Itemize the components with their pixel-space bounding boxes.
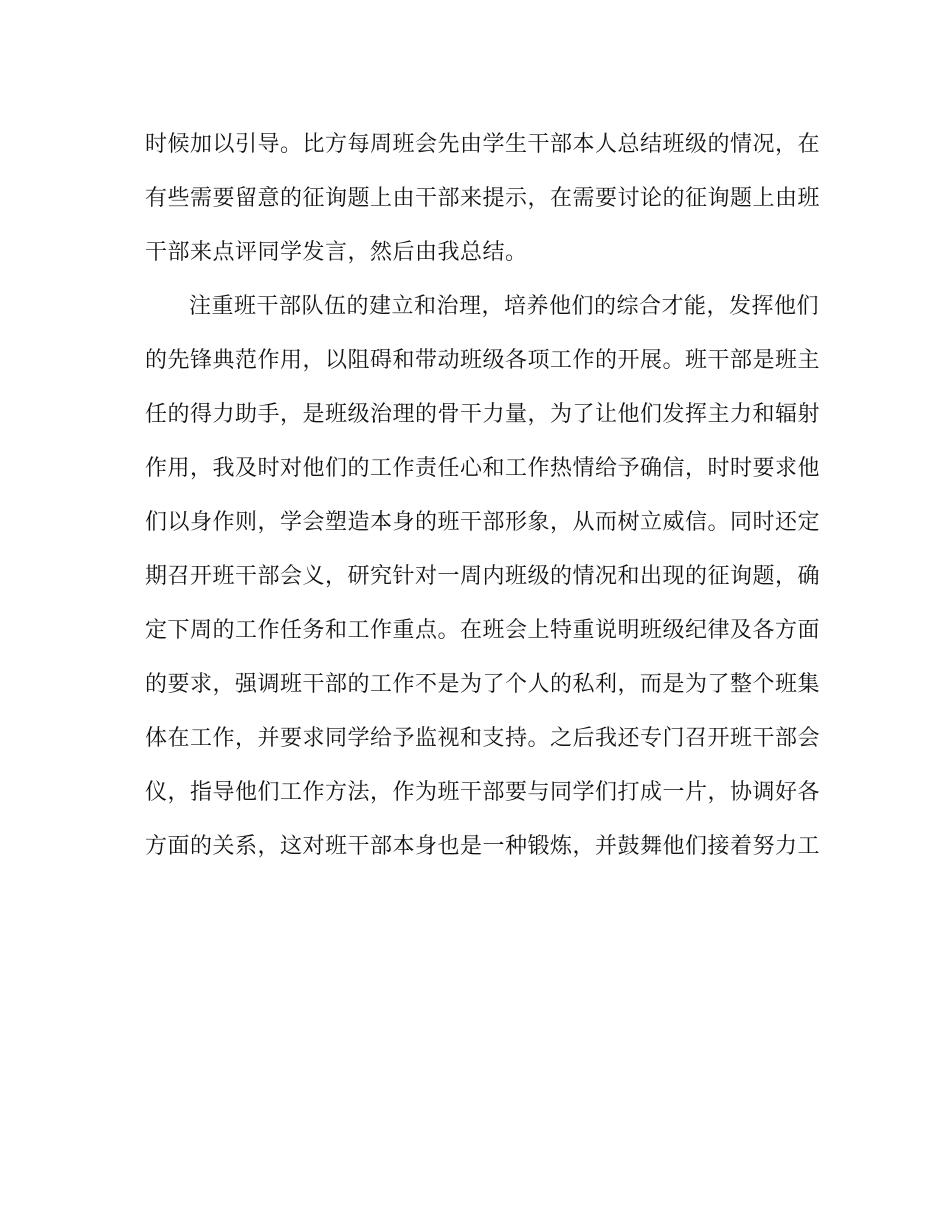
paragraph-first-line: 注重班干部队伍的建立和治理，培养他们的综合才能，发挥他们 <box>189 294 820 319</box>
text-line: 期召开班干部会义，研究针对一周内班级的情况和出现的征询题，确 <box>145 564 821 589</box>
text-line: 们以身作则，学会塑造本身的班干部形象，从而树立威信。同时还定 <box>145 510 821 535</box>
text-line: 定下周的工作任务和工作重点。在班会上特重说明班级纪律及各方面 <box>145 618 821 643</box>
text-line: 干部来点评同学发言，然后由我总结。 <box>145 240 528 265</box>
text-line: 体在工作，并要求同学给予监视和支持。之后我还专门召开班干部会 <box>145 726 821 751</box>
text-line: 的要求，强调班干部的工作不是为了个人的私利，而是为了整个班集 <box>145 672 821 697</box>
body-text <box>145 118 821 874</box>
text-line: 方面的关系，这对班干部本身也是一种锻炼，并鼓舞他们接着努力工 <box>145 834 821 859</box>
text-line: 作用，我及时对他们的工作责任心和工作热情给予确信，时时要求他 <box>145 456 821 481</box>
text-line: 仪，指导他们工作方法，作为班干部要与同学们打成一片，协调好各 <box>145 780 821 805</box>
text-line: 的先锋典范作用，以阻碍和带动班级各项工作的开展。班干部是班主 <box>145 348 821 373</box>
text-line: 有些需要留意的征询题上由干部来提示，在需要讨论的征询题上由班 <box>145 186 821 211</box>
text-line: 时候加以引导。比方每周班会先由学生干部本人总结班级的情况，在 <box>145 132 821 157</box>
text-line: 任的得力助手，是班级治理的骨干力量，为了让他们发挥主力和辐射 <box>145 402 821 427</box>
